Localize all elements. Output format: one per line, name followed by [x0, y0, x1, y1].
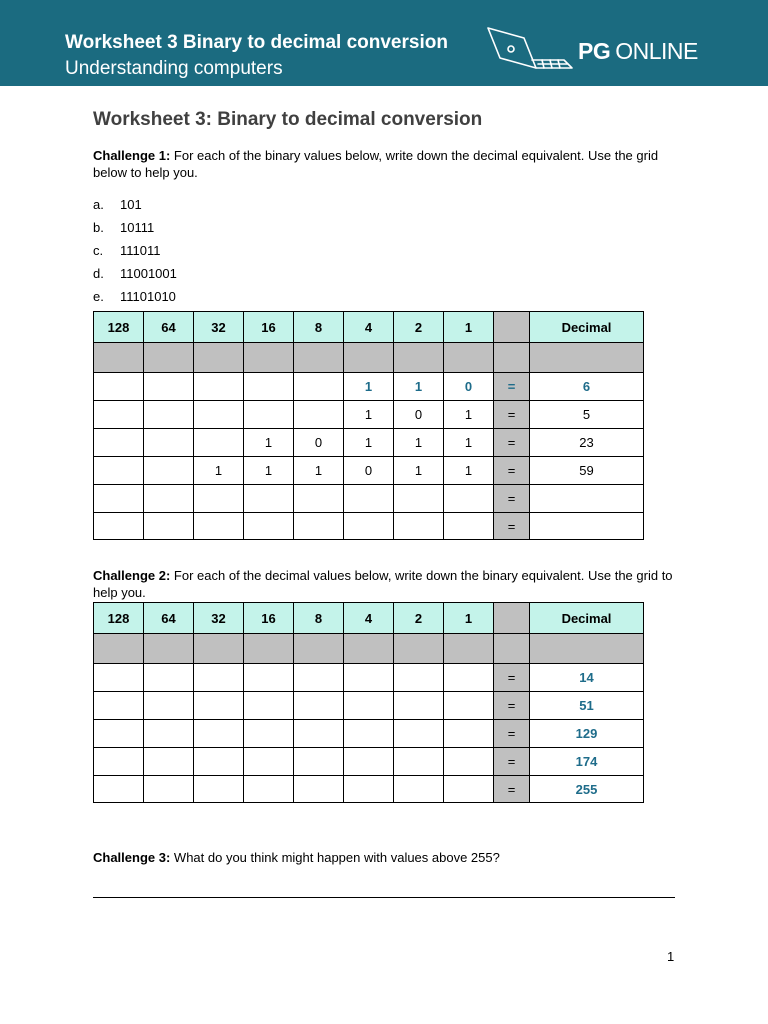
list-item: c. 111011 — [93, 243, 161, 258]
bit-cell[interactable] — [294, 692, 344, 720]
bit-cell[interactable]: 0 — [344, 457, 394, 485]
place-value-header: 16 — [244, 312, 294, 343]
bit-cell[interactable] — [144, 748, 194, 776]
challenge-3-question: Challenge 3: What do you think might happen with values above 255? — [93, 850, 500, 865]
bit-cell[interactable]: 1 — [394, 429, 444, 457]
bit-cell[interactable]: 0 — [444, 373, 494, 401]
place-value-header: 128 — [94, 603, 144, 634]
bit-cell[interactable]: 1 — [344, 429, 394, 457]
equals-sign: = — [494, 429, 530, 457]
bit-cell[interactable] — [194, 748, 244, 776]
bit-cell[interactable] — [194, 664, 244, 692]
bit-cell[interactable] — [244, 776, 294, 803]
place-value-header: 8 — [294, 603, 344, 634]
bit-cell[interactable] — [444, 485, 494, 513]
bit-cell[interactable] — [144, 776, 194, 803]
table-row — [94, 457, 644, 485]
equals-sign: = — [494, 692, 530, 720]
place-value-header: 4 — [344, 603, 394, 634]
bit-cell[interactable] — [394, 485, 444, 513]
bit-cell[interactable] — [344, 776, 394, 803]
place-value-header: 16 — [244, 603, 294, 634]
bit-cell[interactable] — [394, 720, 444, 748]
bit-cell[interactable] — [194, 429, 244, 457]
decimal-cell: 14 — [530, 664, 644, 692]
place-value-header: 32 — [194, 312, 244, 343]
bit-cell[interactable] — [194, 373, 244, 401]
decimal-cell: 174 — [530, 748, 644, 776]
bit-cell[interactable] — [144, 373, 194, 401]
decimal-cell: 255 — [530, 776, 644, 803]
bit-cell[interactable] — [294, 720, 344, 748]
worksheet-subtitle: Understanding computers — [65, 58, 283, 79]
bit-cell[interactable] — [94, 776, 144, 803]
equals-sign: = — [494, 513, 530, 540]
grid-header-row — [94, 312, 644, 343]
bit-cell[interactable] — [244, 513, 294, 540]
place-value-header: 8 — [294, 312, 344, 343]
table-row — [94, 776, 644, 803]
equals-sign: = — [494, 720, 530, 748]
decimal-cell: 129 — [530, 720, 644, 748]
bit-cell[interactable]: 1 — [244, 457, 294, 485]
bit-cell[interactable]: 0 — [394, 401, 444, 429]
bit-cell[interactable]: 1 — [344, 373, 394, 401]
shaded-row — [94, 634, 644, 664]
equals-sign: = — [494, 401, 530, 429]
table-row — [94, 429, 644, 457]
equals-header-cell — [494, 312, 530, 343]
worksheet-title: Worksheet 3 Binary to decimal conversion — [65, 32, 448, 53]
list-item: b. 10111 — [93, 220, 155, 235]
decimal-cell[interactable]: 59 — [530, 457, 644, 485]
decimal-to-binary-grid — [93, 602, 644, 803]
bit-cell[interactable] — [94, 664, 144, 692]
bit-cell[interactable]: 1 — [444, 457, 494, 485]
bit-cell[interactable] — [394, 748, 444, 776]
decimal-cell[interactable]: 6 — [530, 373, 644, 401]
bit-cell[interactable]: 0 — [294, 429, 344, 457]
bit-cell[interactable] — [244, 664, 294, 692]
equals-sign: = — [494, 373, 530, 401]
bit-cell[interactable]: 1 — [444, 401, 494, 429]
list-item: a. 101 — [93, 197, 142, 212]
place-value-header: 128 — [94, 312, 144, 343]
bit-cell[interactable] — [294, 748, 344, 776]
bit-cell[interactable] — [94, 720, 144, 748]
bit-cell[interactable] — [444, 748, 494, 776]
bit-cell[interactable] — [244, 373, 294, 401]
place-value-header: 64 — [144, 312, 194, 343]
bit-cell[interactable] — [194, 692, 244, 720]
bit-cell[interactable] — [344, 485, 394, 513]
decimal-header: Decimal — [530, 312, 644, 343]
bit-cell[interactable] — [294, 664, 344, 692]
bit-cell[interactable] — [144, 720, 194, 748]
list-item: e. 11101010 — [93, 289, 176, 304]
decimal-cell[interactable] — [530, 485, 644, 513]
equals-sign: = — [494, 664, 530, 692]
place-value-header: 1 — [444, 312, 494, 343]
bit-cell[interactable]: 1 — [294, 457, 344, 485]
bit-cell[interactable] — [394, 692, 444, 720]
decimal-cell[interactable]: 5 — [530, 401, 644, 429]
decimal-header: Decimal — [530, 603, 644, 634]
bit-cell[interactable] — [94, 401, 144, 429]
bit-cell[interactable]: 1 — [194, 457, 244, 485]
equals-sign: = — [494, 457, 530, 485]
bit-cell[interactable] — [144, 401, 194, 429]
bit-cell[interactable] — [144, 664, 194, 692]
place-value-header: 1 — [444, 603, 494, 634]
bit-cell[interactable] — [94, 513, 144, 540]
bit-cell[interactable] — [244, 485, 294, 513]
bit-cell[interactable] — [294, 401, 344, 429]
bit-cell[interactable] — [194, 720, 244, 748]
equals-sign: = — [494, 776, 530, 803]
bit-cell[interactable] — [94, 457, 144, 485]
table-row — [94, 401, 644, 429]
bit-cell[interactable] — [94, 748, 144, 776]
bit-cell[interactable] — [144, 513, 194, 540]
bit-cell[interactable] — [244, 401, 294, 429]
bit-cell[interactable] — [244, 720, 294, 748]
laptop-logo-icon — [484, 26, 576, 78]
table-row — [94, 692, 644, 720]
binary-to-decimal-grid — [93, 311, 644, 540]
bit-cell[interactable] — [294, 776, 344, 803]
equals-sign: = — [494, 485, 530, 513]
bit-cell[interactable] — [344, 748, 394, 776]
challenge-2-instructions: Challenge 2: For each of the decimal values below, write down the binary equivalent. Use the grid to help you. — [93, 568, 673, 600]
bit-cell[interactable] — [94, 373, 144, 401]
bit-cell[interactable] — [344, 720, 394, 748]
equals-header-cell — [494, 603, 530, 634]
bit-cell[interactable] — [144, 429, 194, 457]
place-value-header: 2 — [394, 312, 444, 343]
place-value-header: 64 — [144, 603, 194, 634]
place-value-header: 32 — [194, 603, 244, 634]
bit-cell[interactable]: 1 — [344, 401, 394, 429]
bit-cell[interactable] — [394, 513, 444, 540]
page-number: 1 — [667, 949, 675, 964]
bit-cell[interactable] — [444, 776, 494, 803]
bit-cell[interactable] — [244, 748, 294, 776]
table-row — [94, 373, 644, 401]
bit-cell[interactable] — [94, 692, 144, 720]
table-row — [94, 485, 644, 513]
equals-sign: = — [494, 748, 530, 776]
bit-cell[interactable] — [394, 776, 444, 803]
decimal-cell: 51 — [530, 692, 644, 720]
list-item: d. 11001001 — [93, 266, 177, 281]
bit-cell[interactable] — [194, 776, 244, 803]
grid-header-row — [94, 603, 644, 634]
bit-cell[interactable]: 1 — [394, 457, 444, 485]
header-banner — [0, 0, 768, 86]
bit-cell[interactable] — [444, 664, 494, 692]
challenge-1-instructions: Challenge 1: For each of the binary values below, write down the decimal equivalent. Use the grid below to help you. — [93, 148, 659, 180]
bit-cell[interactable]: 1 — [444, 429, 494, 457]
bit-cell[interactable] — [144, 692, 194, 720]
bit-cell[interactable] — [444, 692, 494, 720]
bit-cell[interactable] — [294, 373, 344, 401]
place-value-header: 2 — [394, 603, 444, 634]
decimal-cell[interactable] — [530, 513, 644, 540]
bit-cell[interactable] — [94, 485, 144, 513]
bit-cell[interactable] — [394, 664, 444, 692]
bit-cell[interactable] — [194, 401, 244, 429]
bit-cell[interactable]: 1 — [244, 429, 294, 457]
bit-cell[interactable] — [344, 664, 394, 692]
bit-cell[interactable] — [444, 720, 494, 748]
answer-line[interactable] — [93, 897, 675, 898]
bit-cell[interactable]: 1 — [394, 373, 444, 401]
table-row — [94, 513, 644, 540]
place-value-header: 4 — [344, 312, 394, 343]
bit-cell[interactable] — [194, 513, 244, 540]
bit-cell[interactable] — [144, 457, 194, 485]
bit-cell[interactable] — [294, 513, 344, 540]
table-row — [94, 748, 644, 776]
bit-cell[interactable] — [444, 513, 494, 540]
bit-cell[interactable] — [144, 485, 194, 513]
table-row — [94, 720, 644, 748]
brand-logo: PG ONLINE — [578, 38, 698, 64]
table-row — [94, 664, 644, 692]
bit-cell[interactable] — [344, 513, 394, 540]
bit-cell[interactable] — [294, 485, 344, 513]
bit-cell[interactable] — [194, 485, 244, 513]
shaded-row — [94, 343, 644, 373]
bit-cell[interactable] — [244, 692, 294, 720]
page-title: Worksheet 3: Binary to decimal conversion — [93, 109, 483, 130]
bit-cell[interactable] — [94, 429, 144, 457]
bit-cell[interactable] — [344, 692, 394, 720]
decimal-cell[interactable]: 23 — [530, 429, 644, 457]
